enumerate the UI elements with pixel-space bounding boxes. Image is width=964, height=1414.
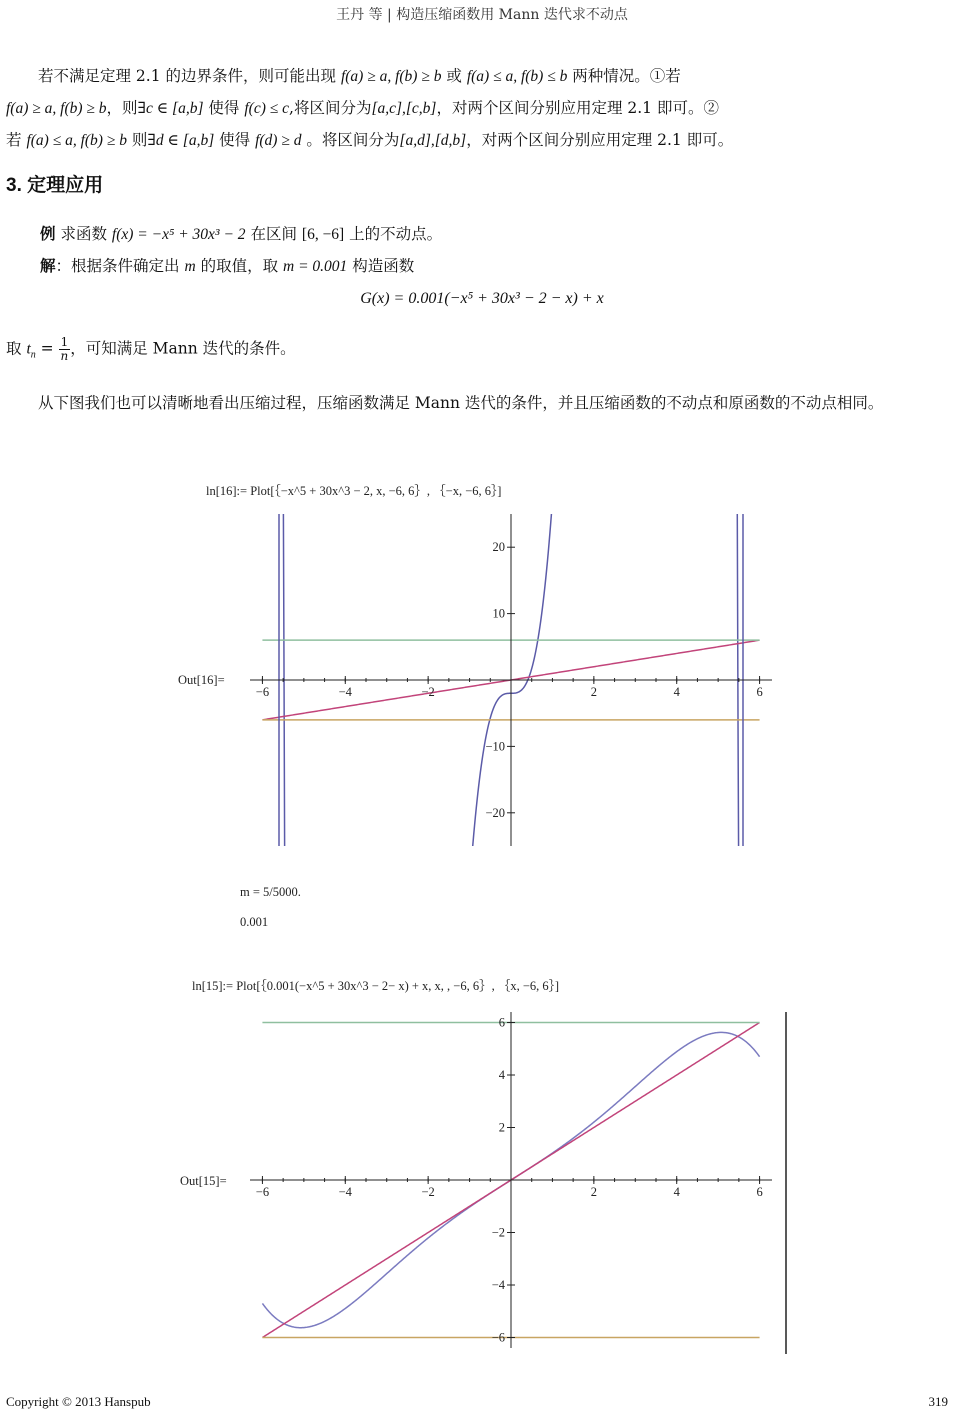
- math-expr: ∃c ∈ [a,b]: [137, 100, 204, 117]
- plot1-output-label: Out[16]=: [178, 673, 225, 687]
- math-expr: f(a) ≤ a, f(b) ≥ b: [26, 132, 127, 149]
- paragraph-1-line-2: [6, 92, 958, 125]
- text: 在区间: [245, 225, 302, 243]
- math-expr: f(a) ≤ a, f(b) ≤ b: [466, 68, 568, 85]
- y-tick-label: 2: [498, 1120, 505, 1135]
- x-tick-label: 6: [756, 685, 763, 699]
- x-tick-label: 4: [673, 1185, 680, 1199]
- fraction: [59, 336, 71, 363]
- footer-page-number: 319: [928, 1394, 948, 1409]
- math-expr: ∃d ∈ [a,b]: [147, 132, 215, 149]
- text: ，则: [106, 99, 138, 117]
- math-expr: f(x) = −x⁵ + 30x³ − 2: [111, 226, 246, 243]
- y-tick-label: −4: [491, 1278, 505, 1292]
- fraction-denominator: n: [60, 349, 69, 363]
- x-tick-label: −6: [255, 685, 270, 699]
- example-line: [40, 222, 442, 244]
- text: 上的不动点。: [344, 225, 443, 243]
- solution-line: [40, 254, 414, 276]
- y-tick-label: 6: [498, 1015, 505, 1030]
- example-label: 例: [40, 224, 56, 243]
- math-expr: f(a) ≥ a, f(b) ≥ b: [340, 68, 442, 85]
- text: ，可知满足 Mann 迭代的条件。: [70, 339, 296, 358]
- plot2-chart: [240, 1008, 800, 1358]
- text: 构造函数: [347, 257, 415, 275]
- math-expr: f(c) ≤ c: [244, 100, 290, 117]
- text: 若: [6, 131, 27, 149]
- math-expr: f(d) ≥ d: [255, 132, 302, 149]
- text: 则: [126, 131, 148, 149]
- math-expr: [6, −6]: [301, 226, 345, 243]
- paragraph-2: 从下图我们也可以清晰地看出压缩过程，压缩函数满足 Mann 迭代的条件，并且压缩函数的不动点和原函数的不动点相同。: [38, 394, 884, 412]
- y-tick-label: −10: [485, 739, 505, 754]
- math-expr: [a,d],[d,b]: [399, 132, 467, 149]
- math-expr: m: [184, 258, 196, 275]
- x-tick-label: −2: [421, 1185, 435, 1199]
- y-tick-label: −6: [491, 1330, 505, 1345]
- y-tick-label: 20: [492, 540, 505, 555]
- math-expr: f(a) ≥ a, f(b) ≥ b: [6, 100, 107, 117]
- text: ，对两个区间分别应用定理 2.1 即可。②: [436, 99, 719, 117]
- math-expr: m = 0.001: [283, 258, 348, 275]
- y-tick-label: −20: [485, 805, 505, 820]
- paragraph-1-line-3: [6, 124, 958, 157]
- y-tick-label: −2: [491, 1225, 505, 1240]
- x-tick-label: 4: [673, 685, 680, 699]
- running-header: 王丹 等 | 构造压缩函数用 Mann 迭代求不动点: [336, 7, 628, 23]
- text: 两种情况。①若: [567, 67, 681, 85]
- math-expr: [a,c],[c,b]: [371, 100, 437, 117]
- plot2-input: ln[15]:= Plot[｛0.001(−x^5 + 30x^3 − 2− x) + x, x, , −6, 6｝, ｛x, −6, 6｝]: [192, 979, 560, 993]
- text: 。将区间分为: [301, 131, 400, 149]
- x-tick-label: 6: [756, 1185, 763, 1199]
- text: 使得: [214, 131, 256, 149]
- x-tick-label: 2: [590, 685, 597, 699]
- x-tick-label: −4: [338, 685, 352, 699]
- section-title: 3. 定理应用: [6, 175, 104, 196]
- equation-G: G(x) = 0.001(−x⁵ + 30x³ − 2 − x) + x: [360, 290, 604, 307]
- solution-label: 解: [40, 256, 56, 275]
- text: =: [35, 339, 59, 358]
- math-sub: n: [30, 349, 36, 361]
- text: ：根据条件确定出: [55, 257, 185, 275]
- text: ,将区间分为: [289, 99, 372, 117]
- text: 的取值，取: [195, 257, 284, 275]
- text: ，对两个区间分别应用定理 2.1 即可。: [466, 131, 734, 149]
- plot1-input: ln[16]:= Plot[｛−x^5 + 30x^3 − 2, x, −6, 6｝, ｛−x, −6, 6｝]: [206, 484, 502, 498]
- text: 使得: [203, 99, 245, 117]
- math-expr: t: [26, 340, 31, 358]
- x-tick-label: 2: [590, 1185, 597, 1199]
- text: 取: [6, 339, 27, 358]
- footer-copyright: Copyright © 2013 Hanspub: [6, 1394, 151, 1409]
- text: 求函数: [60, 225, 112, 243]
- text: 若不满足定理 2.1 的边界条件，则可能出现: [38, 67, 341, 85]
- y-tick-label: 10: [492, 606, 505, 621]
- x-tick-label: −6: [255, 1185, 270, 1199]
- m-value: 0.001: [240, 915, 269, 929]
- fraction-numerator: 1: [60, 335, 69, 349]
- y-tick-label: 4: [498, 1068, 505, 1082]
- plot2-output-label: Out[15]=: [180, 1174, 227, 1188]
- x-tick-label: −2: [421, 685, 435, 699]
- m-line: m = 5/5000.: [240, 885, 301, 899]
- text: 或: [441, 67, 467, 85]
- tn-line: [6, 336, 296, 363]
- paragraph-1-line-1: [6, 60, 958, 93]
- x-tick-label: −4: [338, 1185, 352, 1199]
- plot1-chart: [240, 510, 780, 850]
